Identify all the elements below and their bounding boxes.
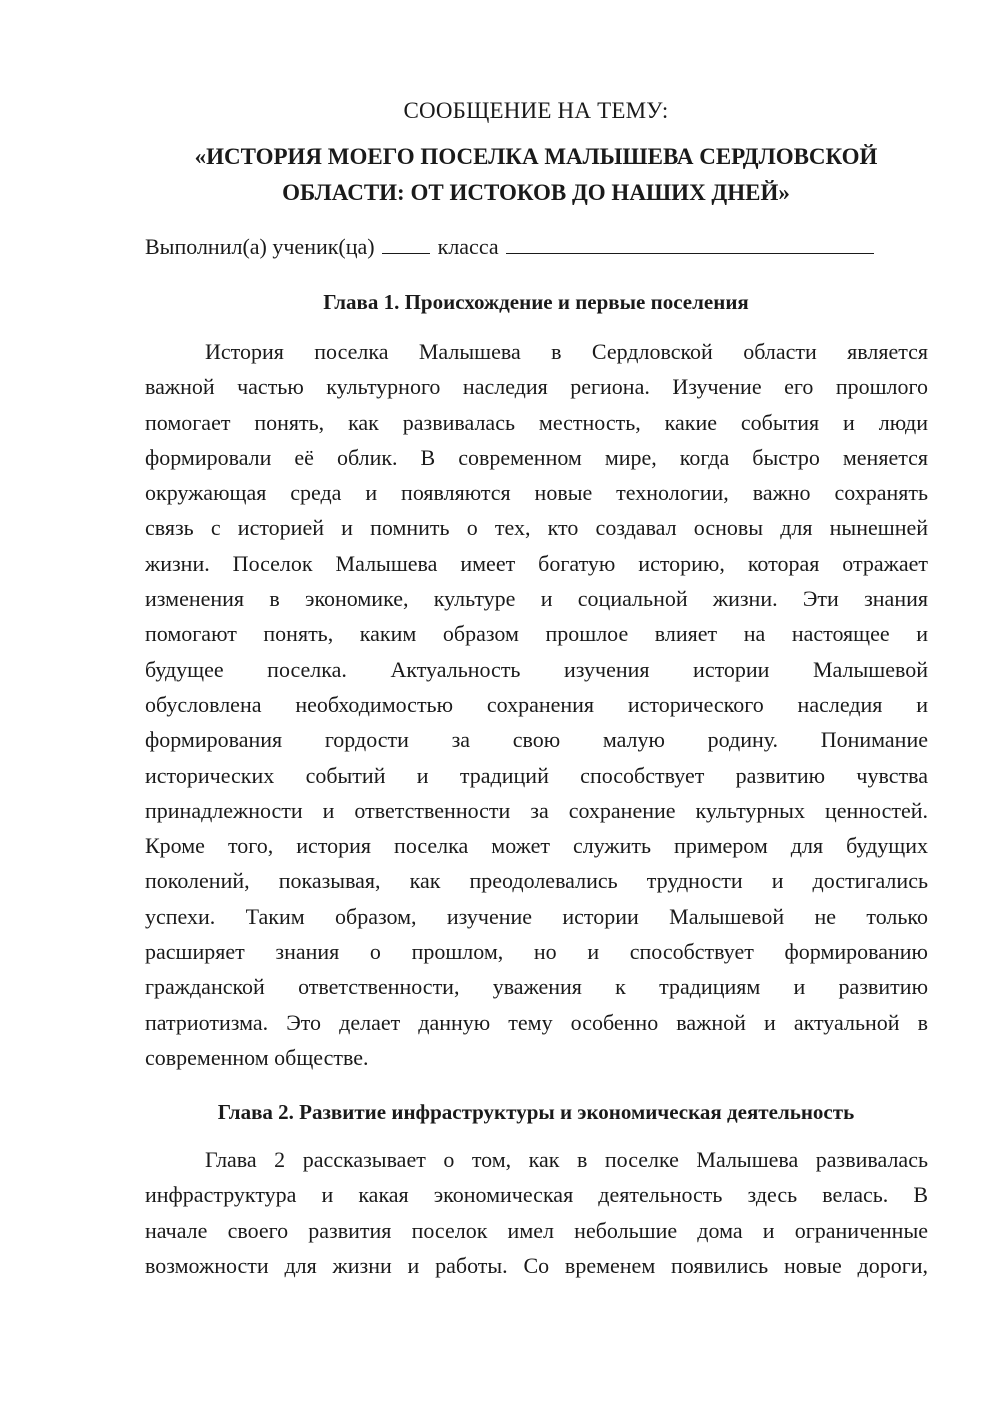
chapter-1-title: Глава 1. Происхождение и первые поселения <box>323 290 749 314</box>
paragraph-line: Глава 2 рассказывает о том, как в поселке Малышева развивалась <box>205 1147 928 1172</box>
chapter-2-paragraph <box>145 1142 928 1283</box>
chapter-2-title: Глава 2. Развитие инфраструктуры и экономическая деятельность <box>217 1100 855 1124</box>
paragraph-line: важной частью культурного наследия региона. Изучение его прошлого <box>145 374 928 400</box>
grade-blank <box>382 235 430 254</box>
paragraph-line: будущее поселка. Актуальность изучения истории Малышевой <box>145 656 928 682</box>
paragraph-line: расширяет знания о прошлом, но и способствует формированию <box>145 939 928 965</box>
paragraph-line: начале своего развития поселок имел небольшие дома и ограниченные <box>145 1217 928 1243</box>
paragraph-line: Кроме того, история поселка может служить примером для будущих <box>145 833 928 859</box>
paragraph-line: связь с историей и помнить о тех, кто создавал основы для нынешней <box>145 515 928 541</box>
paragraph-line: окружающая среда и появляются новые технологии, важно сохранять <box>145 480 928 506</box>
author-prefix: Выполнил(а) ученик(ца) <box>145 234 375 259</box>
paragraph-line: формирования гордости за свою малую родину. Понимание <box>145 727 928 753</box>
paragraph-line: поколений, показывая, как преодолевались трудности и достигались <box>145 868 928 894</box>
report-topic-line-1: «ИСТОРИЯ МОЕГО ПОСЕЛКА МАЛЫШЕВА СЕРДЛОВСКОЙ <box>194 144 878 169</box>
paragraph-line: обусловлена необходимостью сохранения исторического наследия и <box>145 691 928 717</box>
paragraph-line: исторических событий и традиций способствует развитию чувства <box>145 762 928 788</box>
paragraph-line: возможности для жизни и работы. Со временем появились новые дороги, <box>145 1252 928 1278</box>
author-class-label: класса <box>437 234 499 259</box>
paragraph-line: инфраструктура и какая экономическая деятельность здесь велась. В <box>145 1182 928 1208</box>
name-blank <box>506 235 874 254</box>
paragraph-line: гражданской ответственности, уважения к традициям и развитию <box>145 974 928 1000</box>
report-heading: СООБЩЕНИЕ НА ТЕМУ: <box>403 98 669 123</box>
paragraph-line: формировали её облик. В современном мире, когда быстро меняется <box>145 444 928 470</box>
paragraph-line: изменения в экономике, культуре и социальной жизни. Эти знания <box>145 586 928 612</box>
paragraph-line: успехи. Таким образом, изучение истории Малышевой не только <box>145 903 928 929</box>
report-topic-line-2: ОБЛАСТИ: ОТ ИСТОКОВ ДО НАШИХ ДНЕЙ» <box>282 180 790 205</box>
paragraph-line: История поселка Малышева в Сердловской области является <box>205 339 928 364</box>
paragraph-line: помогает понять, как развивалась местность, какие события и люди <box>145 409 928 435</box>
paragraph-line: принадлежности и ответственности за сохранение культурных ценностей. <box>145 797 928 823</box>
paragraph-line: жизни. Поселок Малышева имеет богатую историю, которая отражает <box>145 550 928 576</box>
paragraph-line: помогают понять, каким образом прошлое влияет на настоящее и <box>145 621 928 647</box>
author-line <box>145 232 876 262</box>
paragraph-line: патриотизма. Это делает данную тему особенно важной и актуальной в <box>145 1009 928 1035</box>
chapter-1-paragraph <box>145 334 928 1075</box>
paragraph-line: современном обществе. <box>145 1044 369 1070</box>
